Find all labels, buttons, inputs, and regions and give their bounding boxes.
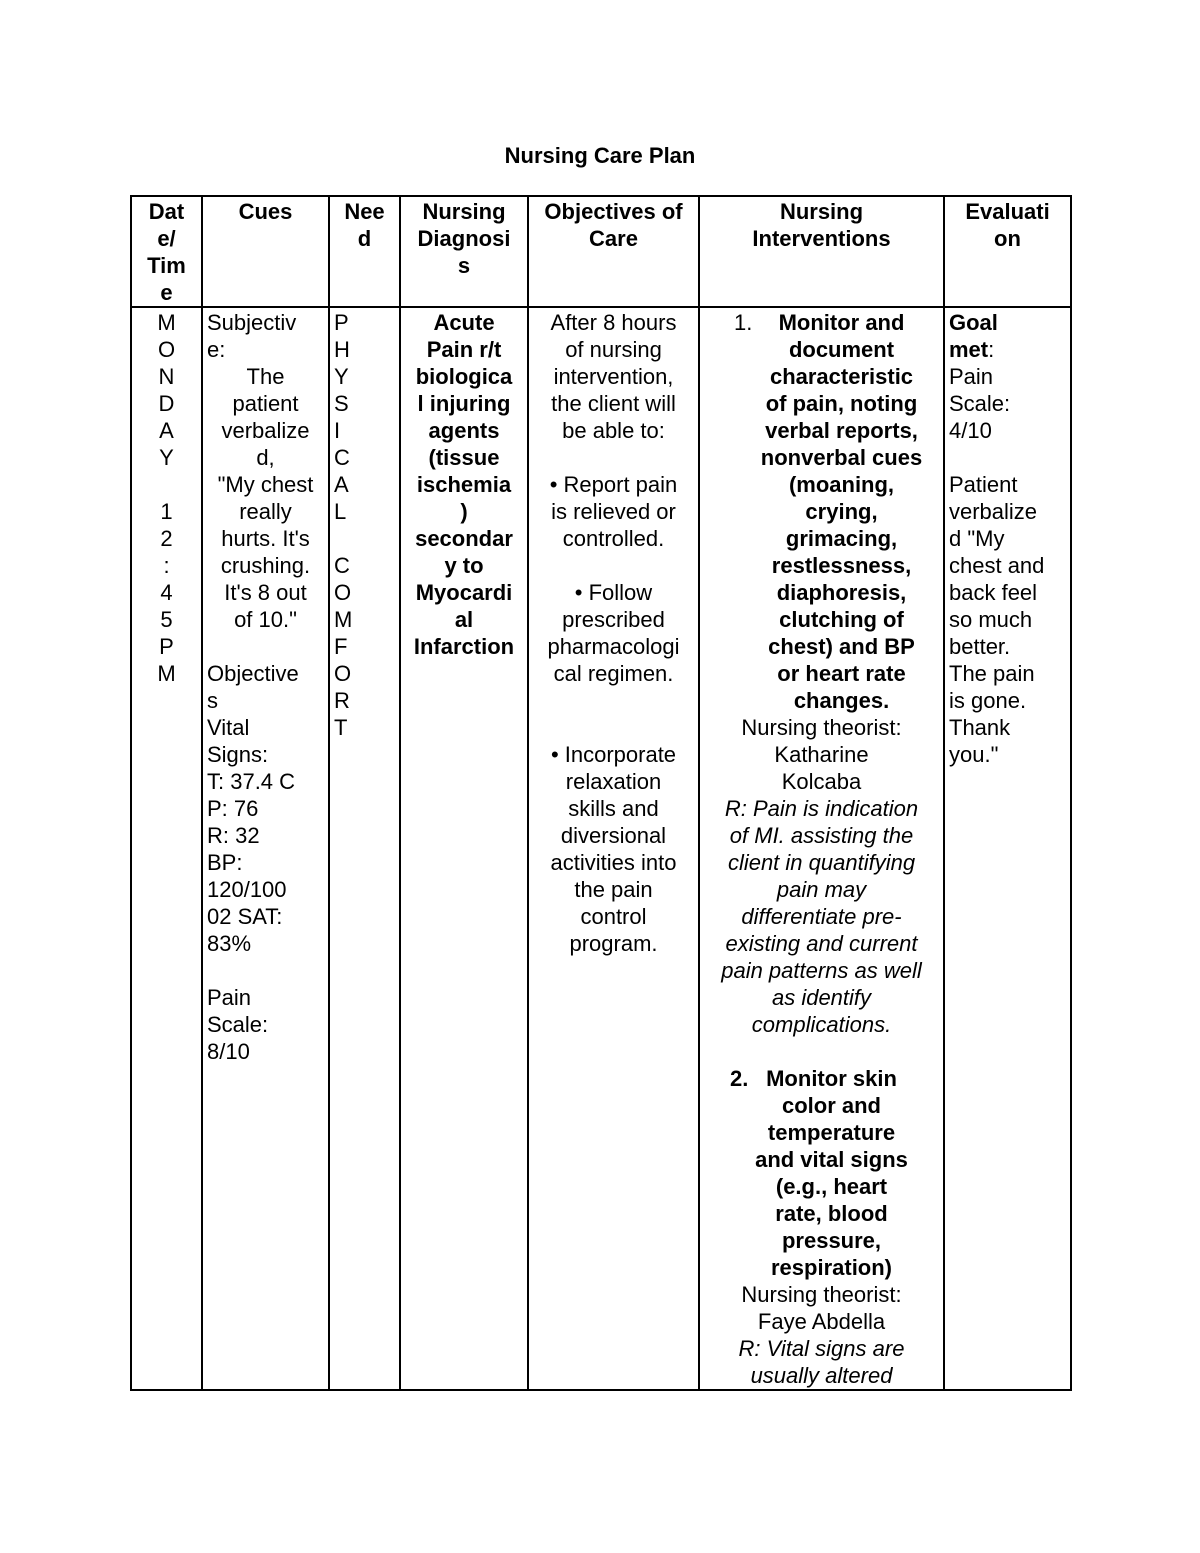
text-line: Signs: (207, 742, 269, 767)
need-cell (329, 307, 400, 1390)
cues-subjective (207, 309, 324, 633)
text-line: Pain (949, 364, 994, 389)
text-line: cal regimen. (553, 661, 674, 686)
text-line: the pain (574, 877, 653, 902)
text-line: Subjectiv (207, 310, 297, 335)
text-line: Kolcaba (781, 769, 862, 794)
evaluation-pain-scale (949, 363, 1066, 444)
text-line: intervention, (553, 364, 674, 389)
cues-objective (207, 660, 324, 957)
text-line: is relieved or (551, 499, 676, 524)
text-line: P (159, 634, 174, 659)
text-line: Objectives of (544, 199, 683, 224)
text-line: • Follow (574, 580, 653, 605)
text-line: of MI. assisting the (729, 823, 914, 848)
text-line: pain patterns as well (721, 958, 922, 983)
text-line: Nursing (422, 199, 506, 224)
text-line: is gone. (949, 688, 1027, 713)
text-line: 5 (160, 607, 173, 632)
text-line: P: 76 (207, 796, 259, 821)
text-line: of nursing (565, 337, 662, 362)
text-line: existing and current (725, 931, 918, 956)
text-line: control (580, 904, 647, 929)
text-line: diaphoresis, (776, 580, 907, 605)
text-line: pressure, (781, 1228, 882, 1253)
objectives-cell (528, 307, 699, 1390)
text-line: 4 (160, 580, 173, 605)
objective-item-1 (533, 471, 694, 552)
text-line: on (994, 226, 1021, 251)
text-line: Monitor skin (766, 1066, 897, 1091)
page-title: Nursing Care Plan (504, 143, 696, 168)
text-line: so much (949, 607, 1033, 632)
text-line: Infarction (413, 634, 515, 659)
header-cues (202, 196, 329, 307)
text-line: Care (589, 226, 638, 251)
intervention-1-theorist (704, 714, 939, 795)
text-line: Diagnosi (417, 226, 511, 251)
evaluation-cell (944, 307, 1071, 1390)
text-line: (tissue (428, 445, 500, 470)
text-line: Evaluati (965, 199, 1050, 224)
text-line: It's 8 out (224, 580, 307, 605)
text-line: Nee (344, 199, 385, 224)
text-line: T: 37.4 C (207, 769, 296, 794)
header-row (131, 196, 1071, 307)
text-line: Acute (433, 310, 495, 335)
intervention-2-number: 2. (730, 1066, 749, 1091)
text-line: complications. (751, 1012, 892, 1037)
text-line: Nursing theorist: (741, 715, 902, 740)
text-line: differentiate pre- (741, 904, 902, 929)
header-need (329, 196, 400, 307)
plan-row (131, 307, 1071, 1390)
text-line: as identify (771, 985, 872, 1010)
text-line: Monitor and (778, 310, 905, 335)
text-line: Y (159, 445, 174, 470)
text-line: or heart rate (777, 661, 906, 686)
text-line: 4/10 (949, 418, 992, 443)
text-line: respiration) (770, 1255, 893, 1280)
text-line: temperature (767, 1120, 896, 1145)
evaluation-goal: Goal met: (949, 310, 998, 362)
intervention-2-text (704, 1065, 939, 1281)
text-line: Dat (148, 199, 185, 224)
text-line: the client will (551, 391, 676, 416)
text-line: verbal reports, (765, 418, 918, 443)
intervention-1 (704, 309, 939, 714)
text-line: T (334, 715, 348, 740)
header-date-time (131, 196, 202, 307)
text-line: ) (460, 499, 468, 524)
text-line: changes. (793, 688, 890, 713)
text-line: e (160, 280, 173, 305)
text-line: O (334, 661, 352, 686)
text-line: usually altered (750, 1363, 893, 1388)
text-line: back feel (949, 580, 1038, 605)
header-interventions (699, 196, 944, 307)
text-line: d, (256, 445, 275, 470)
text-line: 2 (160, 526, 173, 551)
text-line: 02 SAT: (207, 904, 283, 929)
text-line: y to (444, 553, 484, 578)
text-line: biologica (415, 364, 513, 389)
text-line: 1 (160, 499, 173, 524)
evaluation-patient-quote (949, 471, 1066, 768)
text-line: activities into (550, 850, 677, 875)
text-line: e: (207, 337, 226, 362)
text-line: N (158, 364, 175, 389)
cues-cell (202, 307, 329, 1390)
intervention-2-theorist (704, 1281, 939, 1335)
text-line: Cues (238, 199, 293, 224)
text-line: Patient (949, 472, 1018, 497)
text-line: color and (781, 1093, 881, 1118)
objectives-intro (533, 309, 694, 444)
text-line: ischemia (416, 472, 512, 497)
text-line: Scale: (207, 1012, 269, 1037)
text-line: diversional (560, 823, 667, 848)
text-line (136, 471, 197, 498)
text-line: prescribed (562, 607, 665, 632)
care-plan-table (130, 195, 1072, 1391)
header-objectives (528, 196, 699, 307)
text-line: grimacing, (785, 526, 898, 551)
text-line: The (246, 364, 285, 389)
text-line: e/ (157, 226, 176, 251)
text-line: program. (569, 931, 658, 956)
interventions-cell (699, 307, 944, 1390)
text-line: crushing. (220, 553, 311, 578)
text-line: Interventions (752, 226, 891, 251)
text-line: skills and (568, 796, 659, 821)
text-line: : (163, 553, 170, 578)
text-line: rate, blood (775, 1201, 888, 1226)
text-line: verbalize (949, 499, 1038, 524)
text-line: Pain r/t (426, 337, 502, 362)
text-line: Pain (207, 985, 252, 1010)
text-line: pain may (776, 877, 867, 902)
text-line: F (334, 634, 348, 659)
text-line: 83% (207, 931, 252, 956)
text-line: al (454, 607, 474, 632)
text-line: s (457, 253, 471, 278)
text-line: • Report pain (549, 472, 678, 497)
text-line: O (157, 337, 176, 362)
text-line: pharmacologi (547, 634, 680, 659)
text-line: clutching of (779, 607, 904, 632)
text-line: 120/100 (207, 877, 287, 902)
text-line: Faye Abdella (757, 1309, 886, 1334)
date-time-cell (131, 307, 202, 1390)
text-line: Thank (949, 715, 1011, 740)
text-line: chest) and BP (768, 634, 915, 659)
text-line: s (207, 688, 218, 713)
text-line: Katharine (774, 742, 869, 767)
text-line: agents (428, 418, 500, 443)
text-line: Myocardi (415, 580, 513, 605)
text-line: Objective (207, 661, 299, 686)
text-line: R: Vital signs are (738, 1336, 905, 1361)
text-line: d "My (949, 526, 1005, 551)
text-line: controlled. (562, 526, 665, 551)
text-line: nonverbal cues (760, 445, 923, 470)
text-line: restlessness, (771, 553, 912, 578)
text-line: A (159, 418, 174, 443)
text-line: l injuring (417, 391, 511, 416)
text-line: Y (334, 364, 349, 389)
text-line: "My chest (217, 472, 314, 497)
text-line: d (357, 226, 372, 251)
text-line: verbalize (221, 418, 310, 443)
header-nursing-diagnosis (400, 196, 528, 307)
text-line: Scale: (949, 391, 1011, 416)
text-line: D (158, 391, 175, 416)
text-line: • Incorporate (550, 742, 677, 767)
text-line: client in quantifying (727, 850, 916, 875)
intervention-1-rationale (704, 795, 939, 1038)
text-line: L (334, 499, 347, 524)
text-line: The pain (949, 661, 1035, 686)
text-line: of 10." (234, 607, 297, 632)
text-line: BP: (207, 850, 243, 875)
header-evaluation (944, 196, 1071, 307)
text-line: Tim (147, 253, 186, 278)
text-line: you." (949, 742, 999, 767)
text-line: and vital signs (755, 1147, 908, 1172)
intervention-2-rationale (704, 1335, 939, 1389)
diagnosis-cell (400, 307, 528, 1390)
text-line: I (334, 418, 341, 443)
text-line: C (334, 445, 350, 470)
text-line: characteristic (769, 364, 914, 389)
text-line: be able to: (562, 418, 665, 443)
text-line: relaxation (565, 769, 662, 794)
objective-item-2 (533, 579, 694, 687)
intervention-1-text (704, 309, 939, 714)
text-line (334, 525, 395, 552)
text-line: Nursing theorist: (741, 1282, 902, 1307)
text-line: S (334, 391, 349, 416)
text-line: M (157, 661, 176, 686)
text-line: M (334, 607, 353, 632)
text-line: document (788, 337, 895, 362)
text-line: 8/10 (207, 1039, 250, 1064)
text-line: R: Pain is indication (724, 796, 919, 821)
text-line: P (334, 310, 349, 335)
text-line: O (334, 580, 352, 605)
cues-pain-scale (207, 984, 324, 1065)
text-line: After 8 hours (550, 310, 677, 335)
text-line: really (239, 499, 292, 524)
text-line: of pain, noting (765, 391, 918, 416)
intervention-1-number: 1. (734, 310, 753, 335)
text-line: secondar (415, 526, 513, 551)
text-line: C (334, 553, 350, 578)
text-line: chest and (949, 553, 1045, 578)
text-line: patient (232, 391, 299, 416)
text-line: R (334, 688, 350, 713)
intervention-2 (704, 1065, 939, 1281)
text-line: (moaning, (788, 472, 895, 497)
text-line: A (334, 472, 349, 497)
text-line: R: 32 (207, 823, 260, 848)
text-line: crying, (805, 499, 878, 524)
objective-item-3 (533, 741, 694, 957)
text-line: hurts. It's (221, 526, 310, 551)
text-line: Vital (207, 715, 250, 740)
text-line: (e.g., heart (775, 1174, 888, 1199)
text-line: Nursing (779, 199, 864, 224)
text-line: better. (949, 634, 1011, 659)
text-line: M (157, 310, 176, 335)
text-line: H (334, 337, 350, 362)
